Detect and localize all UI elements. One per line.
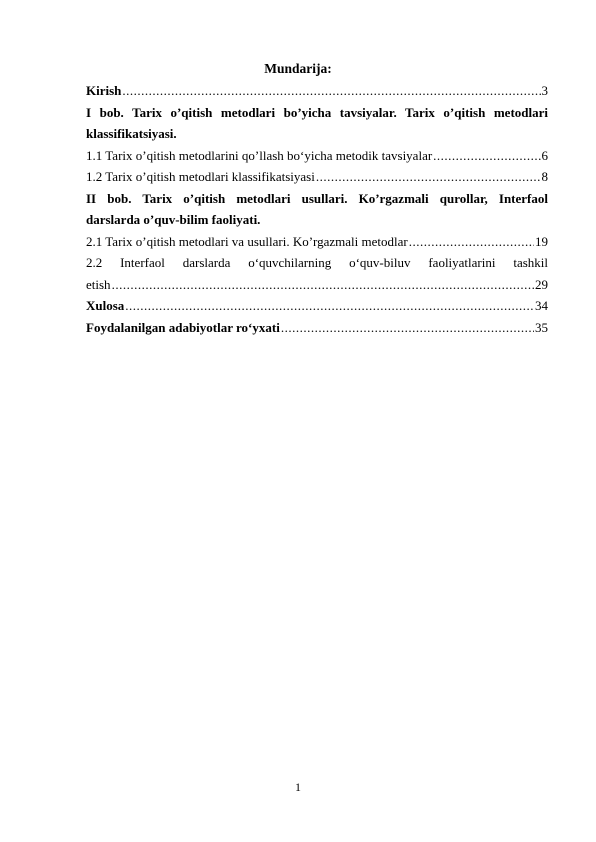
toc-entry-2-2-line-2[interactable] (86, 274, 548, 296)
toc-leader-dots (281, 317, 534, 339)
toc-entry-page: 3 (541, 83, 548, 98)
toc-entry-label: 1.2 Tarix o’qitish metodlari klassifikatsiyasi (86, 169, 315, 184)
toc-entry-label: darslarda o’quv-bilim faoliyati. (86, 212, 261, 227)
toc-entry-page: 8 (541, 169, 548, 184)
toc-chapter-2-line-2[interactable] (86, 209, 548, 231)
toc-entry-label: 1.1 Tarix o’qitish metodlarini qo’llash bo‘yicha metodik tavsiyalar (86, 147, 433, 163)
table-of-contents (86, 80, 548, 338)
toc-entry-label: klassifikatsiyasi. (86, 126, 177, 141)
toc-chapter-1-line-2[interactable] (86, 123, 548, 145)
toc-entry-adabiyotlar[interactable] (86, 317, 548, 339)
toc-entry-label: Kirish (86, 83, 122, 98)
toc-entry-page: 6 (541, 147, 548, 163)
toc-entry-page: 34 (535, 298, 548, 313)
toc-entry-label: Xulosa (86, 298, 125, 313)
page-number: 1 (295, 780, 301, 794)
toc-leader-dots (316, 166, 541, 188)
toc-leader-dots (112, 274, 534, 296)
toc-leader-dots (409, 231, 534, 253)
toc-entry-2-2-line-1[interactable]: 2.2 Interfaol darslarda o‘quvchilarning o‘quv-biluv faoliyatlarini tashkil (86, 255, 548, 270)
toc-entry-2-1[interactable] (86, 231, 548, 253)
toc-entry-1-1[interactable] (86, 145, 548, 167)
toc-chapter-1-line-1[interactable]: I bob. Tarix o’qitish metodlari bo’yicha tavsiyalar. Tarix o’qitish metodlari (86, 104, 548, 120)
toc-entry-page: 29 (535, 276, 548, 292)
toc-leader-dots (433, 145, 540, 167)
toc-title: Mundarija: (264, 61, 332, 76)
toc-leader-dots (122, 80, 540, 102)
toc-entry-label: Foydalanilgan adabiyotlar ro‘yxati (86, 319, 280, 335)
toc-entry-xulosa[interactable] (86, 295, 548, 317)
toc-entry-page: 19 (535, 233, 548, 249)
toc-entry-label: 2.1 Tarix o’qitish metodlari va usullari. Ko’rgazmali metodlar (86, 233, 408, 249)
toc-entry-kirish[interactable] (86, 80, 548, 102)
toc-entry-page: 35 (535, 319, 548, 335)
toc-leader-dots (125, 295, 534, 317)
toc-entry-1-2[interactable] (86, 166, 548, 188)
toc-entry-label: etish (86, 276, 111, 292)
toc-chapter-2-line-1[interactable]: II bob. Tarix o’qitish metodlari usullari. Ko’rgazmali qurollar, Interfaol (86, 190, 548, 206)
